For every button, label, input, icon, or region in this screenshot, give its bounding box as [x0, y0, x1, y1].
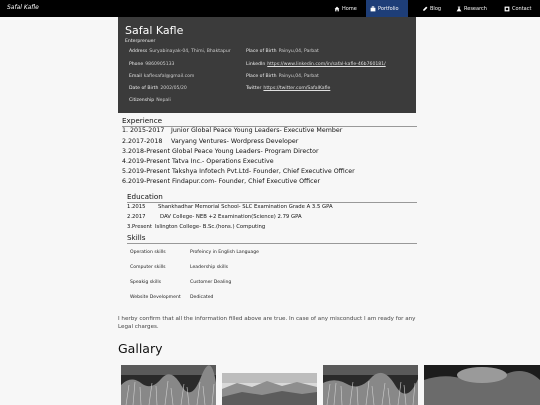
gallery-heading: Gallary	[118, 341, 163, 356]
contact-icon	[504, 6, 510, 12]
skill-left: Computer skills	[130, 265, 166, 270]
gallery-image[interactable]	[424, 365, 540, 405]
experience-text: Global Peace Young Leaders- Program Director	[172, 148, 319, 155]
experience-item	[122, 168, 355, 175]
citizenship-value: Nepali	[156, 98, 171, 103]
twitter-field	[246, 86, 330, 91]
gallery-image[interactable]	[121, 365, 216, 405]
nav-blog-label: Blog	[430, 5, 442, 12]
nav-research-label: Research	[464, 5, 487, 12]
experience-year: 6.2019-Present	[122, 178, 170, 185]
address-value: Suryabinayak-04, Thimi, Bhaktapur	[149, 49, 231, 54]
top-navbar	[0, 0, 540, 17]
nav-contact-label: Contact	[512, 5, 532, 12]
education-item	[127, 204, 333, 210]
citizenship-field	[129, 98, 171, 103]
research-icon	[456, 6, 462, 12]
experience-text: Takshya Infotech Pvt.Ltd- Founder, Chief Executive Officer	[172, 168, 355, 175]
place-of-birth-field	[246, 49, 319, 54]
profile-name: Safal Kafle	[125, 24, 184, 37]
portfolio-icon	[370, 6, 376, 12]
blog-icon	[422, 6, 428, 12]
nav-research[interactable]	[452, 0, 491, 17]
twitter-link[interactable]: https://twitter.com/SafalKafle	[263, 86, 331, 91]
linkedin-field	[246, 62, 386, 67]
nav-home[interactable]	[330, 0, 361, 17]
email-label: Email	[129, 74, 142, 79]
experience-year: 5.2019-Present	[122, 168, 170, 175]
twitter-label: Twitter	[246, 86, 262, 91]
skill-left: Operation skills	[130, 250, 166, 255]
dob-field	[129, 86, 187, 91]
experience-item	[122, 178, 320, 185]
linkedin-label: LinkedIn	[246, 62, 266, 67]
skills-heading: Skills	[127, 233, 146, 242]
skill-right: Leadership skills	[190, 265, 228, 270]
nav-blog[interactable]	[418, 0, 445, 17]
skill-right: Dedicated	[190, 295, 214, 300]
experience-item	[122, 127, 342, 134]
citizenship-label: Citizenship	[129, 98, 155, 103]
place-of-birth-field-2	[246, 74, 319, 79]
email-field	[129, 74, 194, 79]
nav-home-label: Home	[342, 5, 357, 12]
pob-value-2: Painyu,04, Parbat	[278, 74, 319, 79]
experience-item	[122, 138, 298, 145]
education-item	[127, 224, 265, 230]
phone-value: 9860905133	[145, 62, 175, 67]
education-text: Islington College- B.Sc.(hons.) Computing	[155, 224, 266, 230]
nav-contact[interactable]	[500, 0, 535, 17]
nav-portfolio[interactable]	[366, 0, 408, 17]
education-text: Shankhadhar Memorial School- SLC Examination Grade A 3.5 GPA	[158, 204, 333, 210]
experience-text: Junior Global Peace Young Leaders- Executive Member	[171, 127, 343, 134]
skill-right: Customer Dealing	[190, 280, 232, 285]
gallery-image[interactable]	[222, 373, 317, 405]
profile-card	[118, 17, 416, 113]
education-item	[127, 214, 302, 220]
nav-portfolio-label: Portfolio	[378, 5, 399, 12]
phone-label: Phone	[129, 62, 144, 67]
phone-field	[129, 62, 174, 67]
experience-year: 3.2018-Present	[122, 148, 170, 155]
home-icon	[334, 6, 340, 12]
dob-value: 2002/05/20	[160, 86, 187, 91]
brand-logo[interactable]: Safal Kafle	[7, 4, 39, 11]
education-text: DAV College- NEB +2 Examination(Science) 2.79 GPA	[160, 214, 302, 220]
skill-left: Website Development	[130, 295, 181, 300]
education-year: 1.2015	[127, 204, 146, 210]
skill-left: Speakig skills	[130, 280, 162, 285]
education-year: 2.2017	[127, 214, 146, 220]
experience-year: 1. 2015-2017	[122, 127, 165, 134]
confirmation-text: I herby confirm that all the information filled above are true. In case of any misconduct I am ready for any Legal charges.	[118, 316, 416, 330]
address-field	[129, 49, 231, 54]
skill-right: Profeincy in English Language	[190, 250, 259, 255]
profile-role: Enterprenuer	[125, 39, 156, 44]
linkedin-link[interactable]: https://www.linkedin.com/in/safal-kafle-46b760181/	[267, 62, 386, 67]
education-divider	[127, 202, 417, 203]
experience-text: Tatva Inc.- Operations Executive	[172, 158, 274, 165]
education-heading: Education	[127, 192, 163, 201]
experience-item	[122, 158, 274, 165]
address-label: Address	[129, 49, 148, 54]
pob-label: Place of Birth	[246, 49, 277, 54]
email-value: kaflesafal@gmail.com	[143, 74, 195, 79]
pob-value: Painyu,04, Parbat	[278, 49, 319, 54]
skills-divider	[127, 243, 417, 244]
experience-text: Varyang Ventures- Wordpress Developer	[171, 138, 299, 145]
experience-text: Findapur.com- Founder, Chief Executive Officer	[172, 178, 321, 185]
experience-year: 4.2019-Present	[122, 158, 170, 165]
education-year: 3.Present	[127, 224, 152, 230]
gallery-image[interactable]	[323, 365, 418, 405]
pob-label-2: Place of Birth	[246, 74, 277, 79]
experience-item	[122, 148, 319, 155]
dob-label: Date of Birth	[129, 86, 159, 91]
experience-heading: Experience	[122, 116, 163, 125]
experience-year: 2.2017-2018	[122, 138, 163, 145]
